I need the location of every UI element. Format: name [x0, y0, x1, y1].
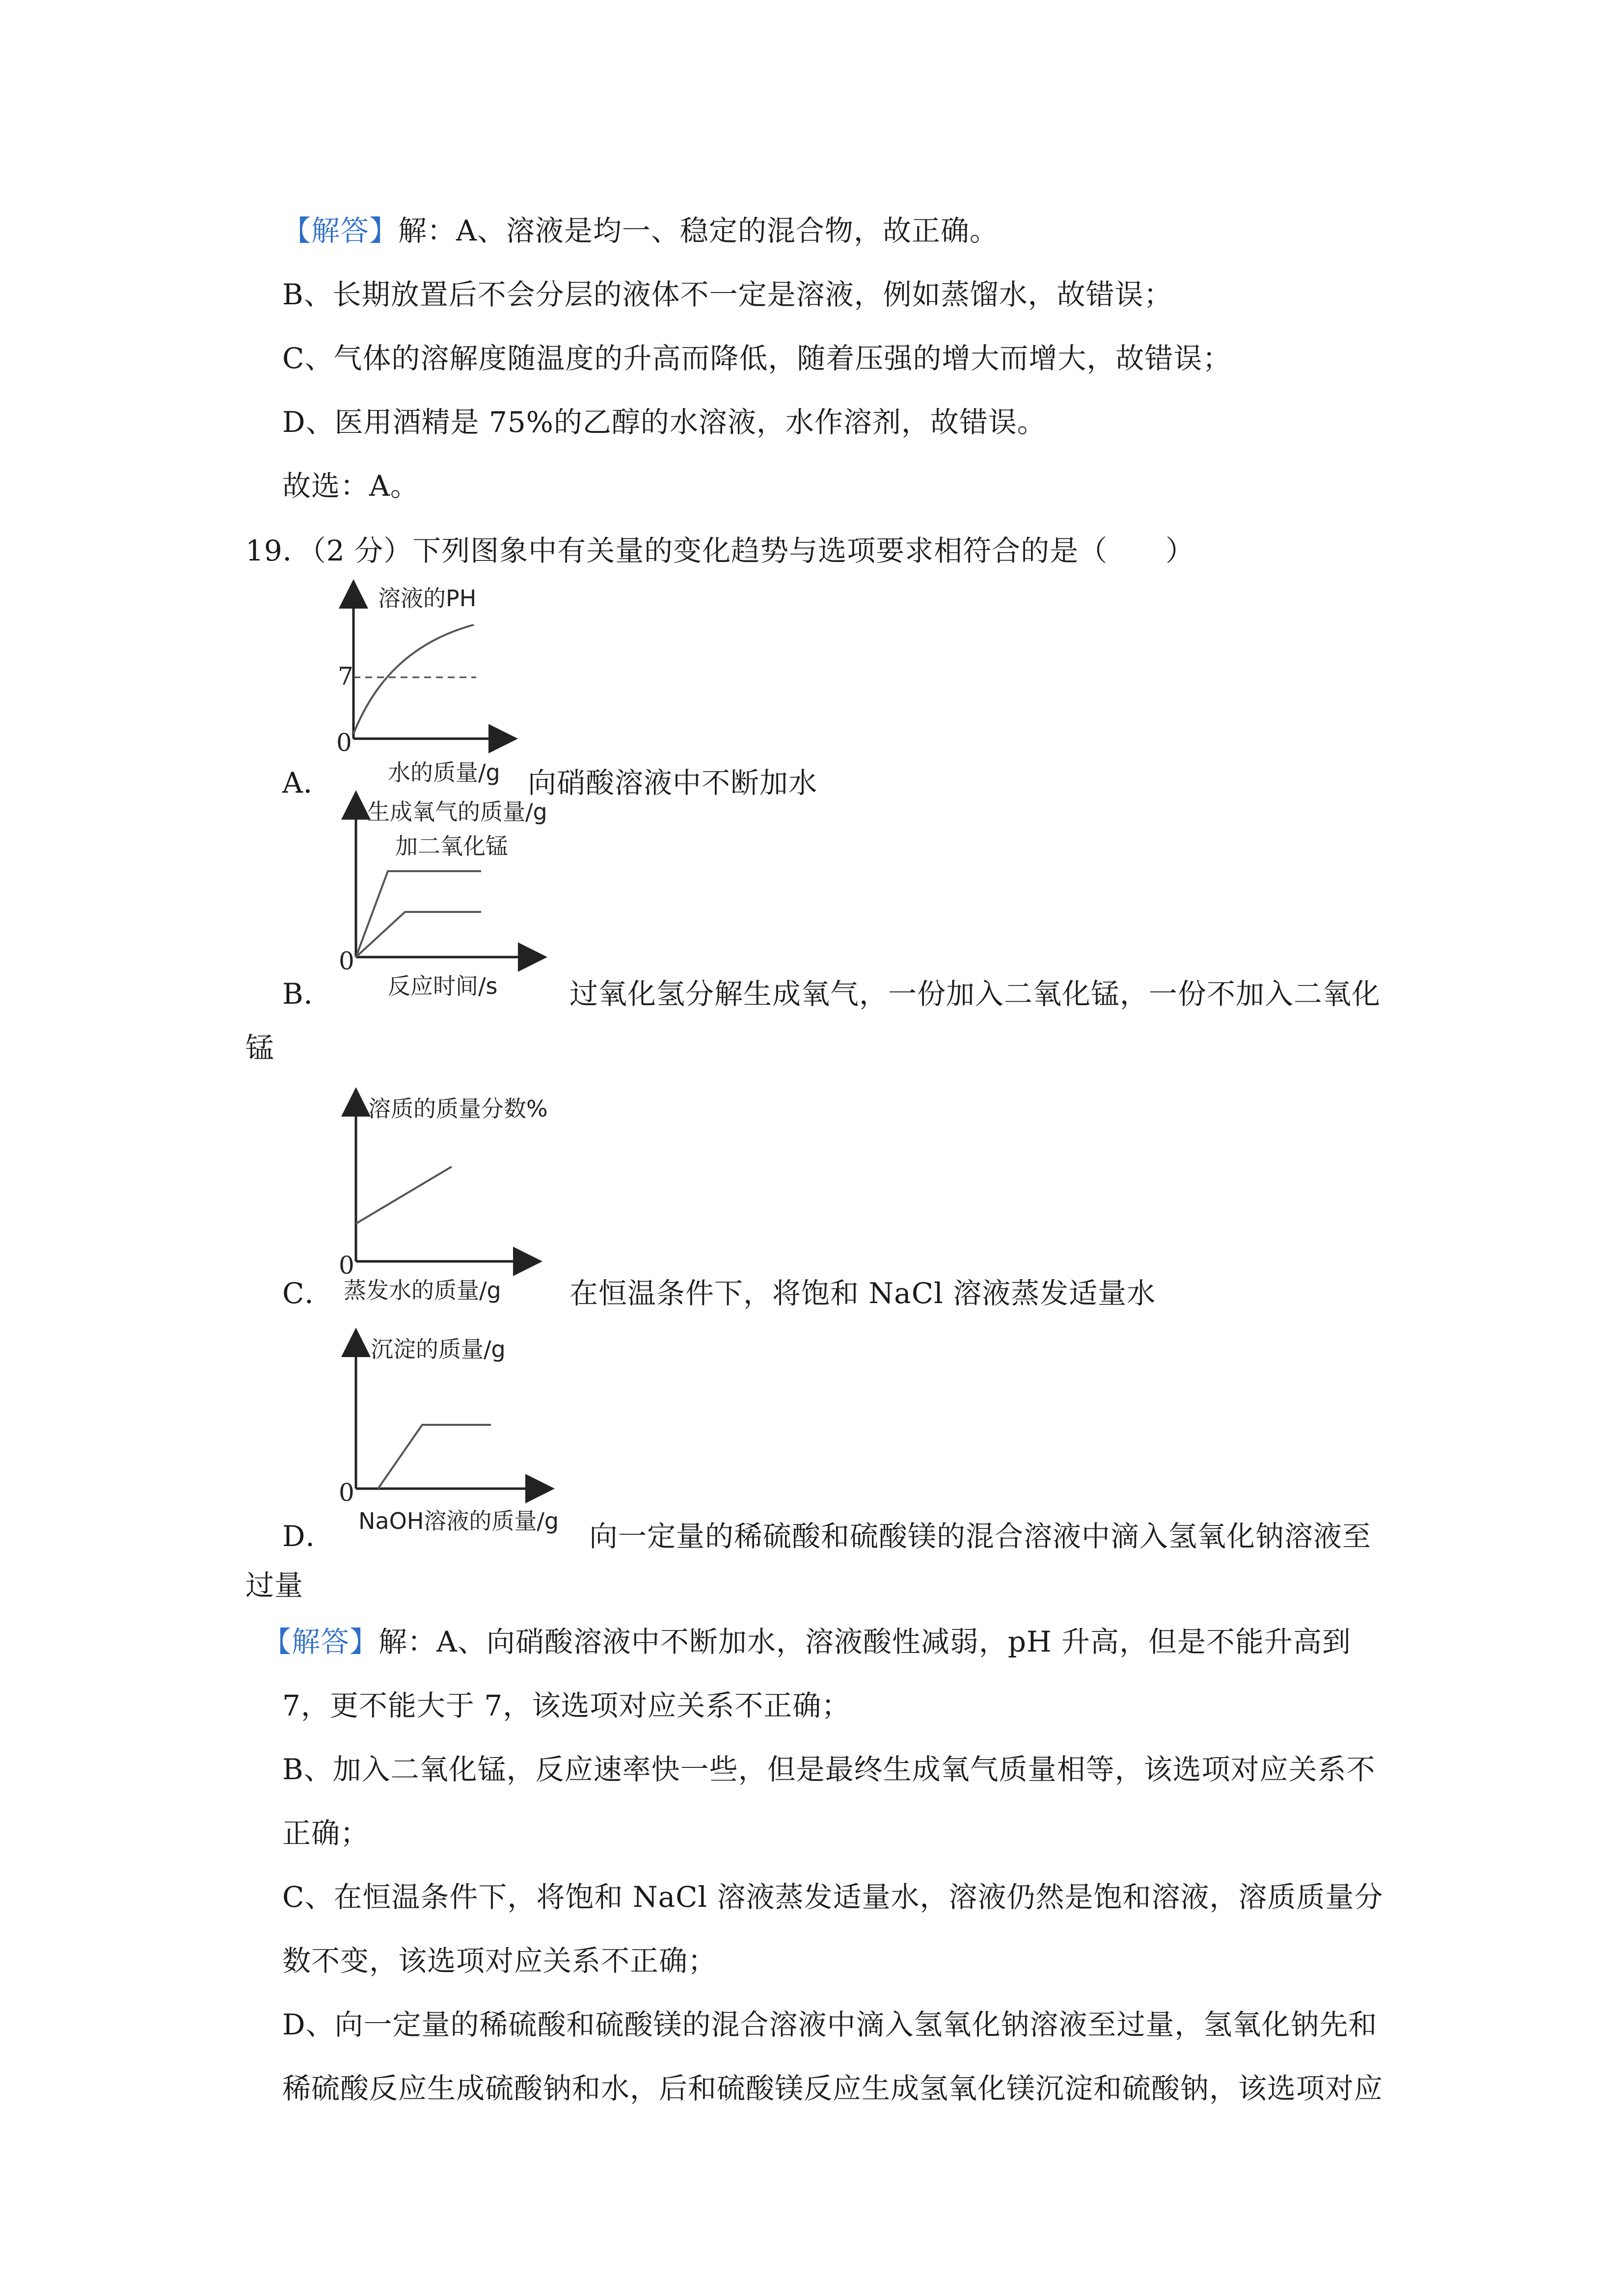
graph-c-x-label: 蒸发水的质量/g — [344, 1277, 501, 1304]
option-a-desc: 向硝酸溶液中不断加水 — [528, 766, 818, 800]
answer-line-8: 稀硫酸反应生成硫酸钠和水，后和硫酸镁反应生成氢氧化镁沉淀和硫酸钠，该选项对应 — [282, 2072, 1383, 2105]
answer-line-6: 数不变，该选项对应关系不正确； — [282, 1944, 717, 1977]
graph-d-origin: 0 — [339, 1478, 354, 1507]
graph-d — [334, 1333, 589, 1539]
graph-c — [334, 1087, 550, 1308]
answer-line-4: 正确； — [282, 1816, 370, 1850]
graph-b-curve-catalyst — [356, 871, 481, 957]
answer-line-5: C、在恒温条件下，将饱和 NaCl 溶液蒸发适量水，溶液仍然是饱和溶液，溶质质量分 — [282, 1880, 1383, 1914]
answer-tag: 【解答】 — [282, 214, 399, 247]
option-b-desc: 过氧化氢分解生成氧气，一份加入二氧化锰，一份不加入二氧化 — [569, 977, 1381, 1011]
option-d-letter: D． — [282, 1520, 335, 1553]
graph-a-origin: 0 — [336, 728, 352, 757]
graph-b-origin: 0 — [339, 947, 354, 975]
graph-b-curve-label: 加二氧化锰 — [395, 833, 508, 859]
answer-line-7: D、向一定量的稀硫酸和硫酸镁的混合溶液中滴入氢氧化钠溶液至过量，氢氧化钠先和 — [282, 2008, 1378, 2041]
graph-c-y-label: 溶质的质量分数% — [368, 1095, 548, 1122]
graph-a-y-label: 溶液的PH — [378, 585, 477, 612]
graph-b-x-label: 反应时间/s — [388, 973, 498, 999]
graph-d-y-label: 沉淀的质量/g — [371, 1336, 506, 1362]
graph-a-x-label: 水的质量/g — [388, 759, 500, 786]
answer-line-3: B、加入二氧化锰，反应速率快一些，但是最终生成氧气质量相等，该选项对应关系不 — [282, 1753, 1376, 1786]
graph-c-curve — [356, 1167, 452, 1224]
graph-d-x-label: NaOH溶液的质量/g — [358, 1508, 559, 1534]
question-title: 19．（2 分）下列图象中有关量的变化趋势与选项要求相符合的是（ ） — [245, 534, 1195, 567]
graph-d-curve — [378, 1425, 491, 1489]
answer-line-1: 【解答】解：A、向硝酸溶液中不断加水，溶液酸性减弱，pH 升高，但是不能升高到 — [263, 1625, 1352, 1658]
option-a-letter: A． — [282, 766, 332, 800]
answer-tag-2: 【解答】 — [263, 1625, 379, 1658]
option-c-desc: 在恒温条件下，将饱和 NaCl 溶液蒸发适量水 — [569, 1277, 1156, 1310]
option-d-desc: 向一定量的稀硫酸和硫酸镁的混合溶液中滴入氢氧化钠溶液至 — [589, 1520, 1372, 1553]
graph-b — [334, 795, 569, 1001]
answer-prev-line-4: D、医用酒精是 75%的乙醇的水溶液，水作溶剂，故错误。 — [282, 405, 1046, 439]
option-c-letter: C． — [282, 1277, 334, 1310]
answer-prev-line-3: C、气体的溶解度随温度的升高而降低，随着压强的增大而增大，故错误； — [282, 342, 1232, 375]
answer-prev-line-1: 【解答】解：A、溶液是均一、稳定的混合物，故正确。 — [282, 214, 999, 247]
graph-a-y-tick: 7 — [338, 662, 353, 691]
graph-c-origin: 0 — [339, 1251, 354, 1280]
graph-b-curve-no-catalyst — [356, 912, 481, 957]
answer-prev-line-5: 故选：A。 — [282, 469, 419, 503]
answer-line-2: 7，更不能大于 7，该选项对应关系不正确； — [282, 1689, 851, 1722]
option-b-desc-cont: 锰 — [245, 1031, 275, 1065]
graph-a-curve — [353, 625, 474, 734]
answer-prev-line-2: B、长期放置后不会分层的液体不一定是溶液，例如蒸馏水，故错误； — [282, 278, 1173, 311]
graph-b-y-label: 生成氧气的质量/g — [367, 799, 547, 825]
option-d-desc-cont: 过量 — [245, 1569, 304, 1602]
option-b-letter: B． — [282, 977, 333, 1011]
graph-a — [334, 587, 530, 793]
